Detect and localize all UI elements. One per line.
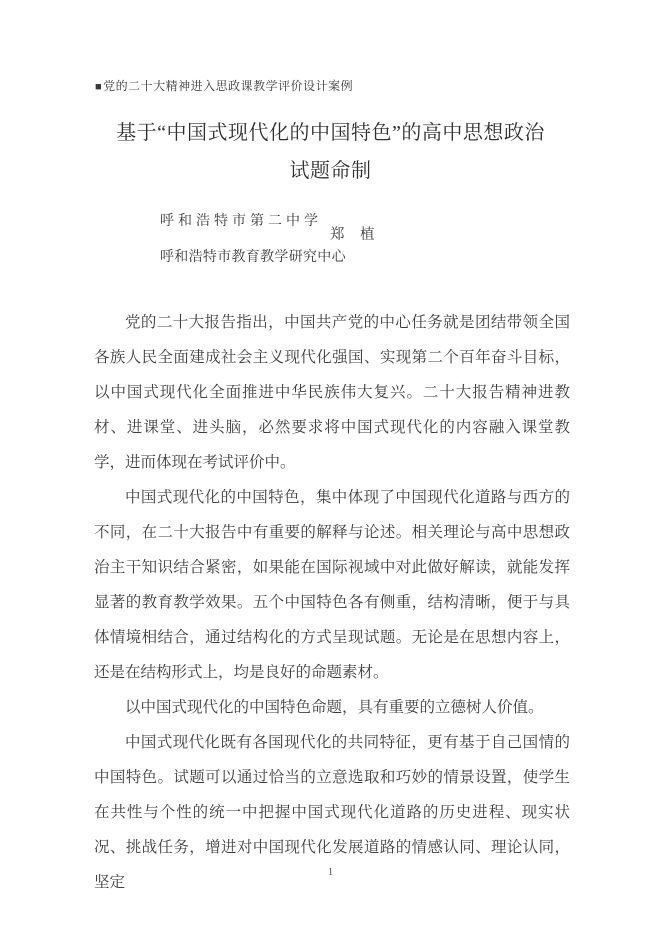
paragraph-2: 中国式现代化的中国特色，集中体现了中国现代化道路与西方的不同，在二十大报告中有重要的解释与论述。相关理论与高中思想政治主干知识结合紧密，如果能在国际视域中对此做好解读，就能发挥显著的教育教学效果。五个中国特色各有侧重，结构清晰，便于与具体情境相结合，通过结构化的方式呈现试题。无论是在思想内容上，还是在结构形式上，均是良好的命题素材。 (94, 489, 570, 681)
paragraph-1: 党的二十大报告指出，中国共产党的中心任务就是团结带领全国各族人民全面建成社会主义现代化强国、实现第二个百年奋斗目标，以中国式现代化全面推进中华民族伟大复兴。二十大报告精神进教材、进课堂、进头脑，必然要求将中国式现代化的内容融入课堂教学，进而体现在考试评价中。 (94, 314, 570, 471)
paragraph-3: 以中国式现代化的中国特色命题，具有重要的立德树人价值。 (125, 699, 544, 716)
document-title (0, 114, 661, 190)
document-body (94, 305, 570, 900)
document-series-header (95, 78, 353, 95)
square-bullet-icon: ■ (95, 81, 103, 93)
author-affiliation-2: 呼和浩特市教育教学研究中心 (160, 250, 346, 265)
series-header-text: 党的二十大精神进入思政课教学评价设计案例 (103, 79, 354, 93)
author-affiliation-1: 呼和浩特市第二中学 (160, 214, 322, 229)
document-title-line2: 试题命制 (289, 160, 372, 182)
paragraph-4: 中国式现代化既有各国现代化的共同特征，更有基于自己国情的中国特色。试题可以通过恰当的立意选取和巧妙的情景设置，使学生在共性与个性的统一中把握中国式现代化道路的历史进程、现实状况、挑战任务，增进对中国现代化发展道路的情感认同、理论认同，坚定 (94, 734, 570, 891)
document-title-line1: 基于“中国式现代化的中国特色”的高中思想政治 (116, 122, 545, 144)
page-number: 1 (327, 866, 334, 878)
author-name: 郑 植 (330, 227, 375, 243)
author-block (160, 204, 375, 276)
